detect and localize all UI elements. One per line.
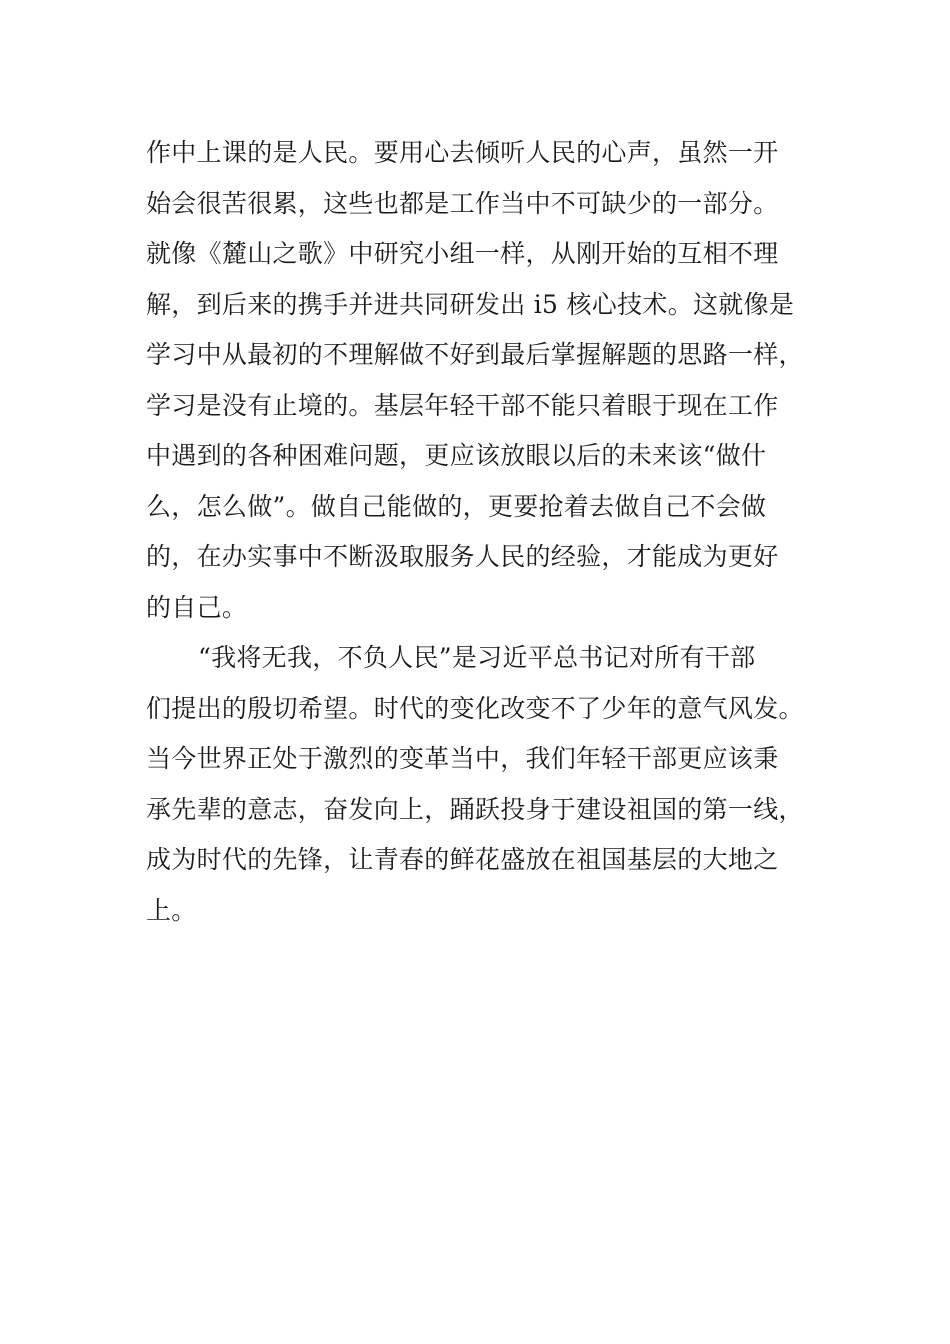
paragraph-2 xyxy=(146,633,806,936)
text-line: 学习中从最初的不理解做不好到最后掌握解题的思路一样， xyxy=(146,340,804,369)
text-line: 始会很苦很累，这些也都是工作当中不可缺少的一部分。 xyxy=(146,188,779,218)
body-text xyxy=(146,128,806,936)
text-line-content: “我将无我，不负人民”是习近平总书记对所有干部 xyxy=(198,643,756,672)
text-line: 就像《麓山之歌》中研究小组一样，从刚开始的互相不理 xyxy=(146,239,779,268)
text-line: 作中上课的是人民。要用心去倾听人民的心声，虽然一开 xyxy=(146,138,779,167)
text-line-first xyxy=(146,633,806,684)
paragraph-1 xyxy=(146,128,806,633)
text-line: 的，在办实事中不断汲取服务人民的经验，才能成为更好 xyxy=(146,542,779,571)
text-line: 中遇到的各种困难问题，更应该放眼以后的未来该“做什 xyxy=(146,441,767,470)
text-line: 当今世界正处于激烈的变革当中，我们年轻干部更应该秉 xyxy=(146,744,779,773)
text-line: 学习是没有止境的。基层年轻干部不能只着眼于现在工作 xyxy=(146,390,779,420)
text-line: 的自己。 xyxy=(146,592,248,622)
text-line: 承先辈的意志，奋发向上，踊跃投身于建设祖国的第一线， xyxy=(146,794,804,824)
text-line: 上。 xyxy=(146,895,197,925)
text-line: 么，怎么做”。做自己能做的，更要抢着去做自己不会做 xyxy=(146,491,767,521)
text-line: 成为时代的先锋，让青春的鲜花盛放在祖国基层的大地之 xyxy=(146,845,779,874)
text-line: 们提出的殷切希望。时代的变化改变不了少年的意气风发。 xyxy=(146,693,804,723)
text-line: 解，到后来的携手并进共同研发出 i5 核心技术。这就像是 xyxy=(146,289,795,319)
